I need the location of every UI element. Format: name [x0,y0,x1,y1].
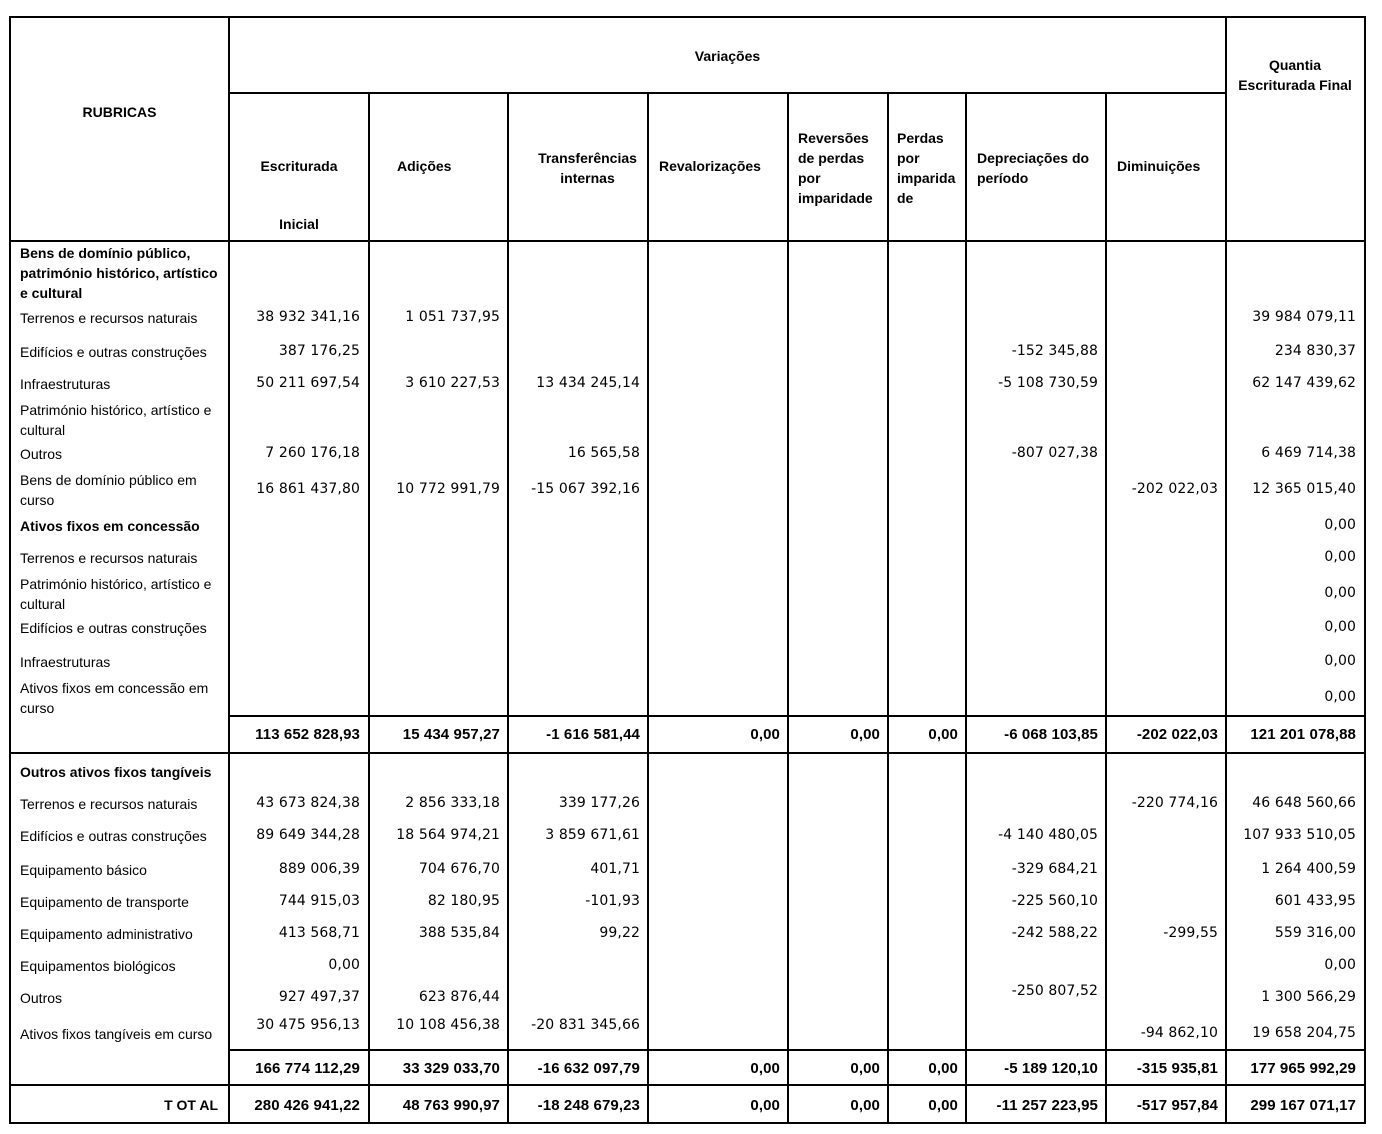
header-adicoes: Adições [397,158,452,174]
cell-adi: 623 876,44 [418,989,500,1005]
cell-adi: 82 180,95 [427,893,500,909]
row-label: Outros [20,446,63,462]
section2-title: Outros ativos fixos tangíveis [20,764,212,780]
cell-fin: 19 658 204,75 [1252,1025,1356,1041]
cell-adi: 10 108 456,38 [396,1017,500,1033]
total-fin: 299 167 071,17 [1250,1097,1356,1114]
cell-tra: -101,93 [585,893,640,909]
cell-dep: -807 027,38 [1011,445,1098,461]
cell-fin: 0,00 [1324,549,1356,565]
row-label: Ativos fixos em concessão em curso [20,680,209,716]
header-quantia-final: Quantia Escriturada Final [1238,57,1352,93]
cell-adi: 388 535,84 [418,925,500,941]
row-label: Ativos fixos tangíveis em curso [20,1026,213,1042]
border-bottom [9,1122,1366,1124]
total-dim: -517 957,84 [1136,1097,1218,1114]
cell-fin: 12 365 015,40 [1252,481,1356,497]
cell-tra: 401,71 [590,861,640,877]
cell-ini: 744 915,03 [278,893,360,909]
row-label: Edifícios e outras construções [20,620,207,636]
border-right [1364,16,1366,1124]
header-inicial: Inicial [279,216,319,232]
row-label: Bens de domínio público em curso [20,472,197,508]
subtotal1-ini: 113 652 828,93 [255,726,360,743]
row-label: Terrenos e recursos naturais [20,796,198,812]
col-divider-inicial [368,92,370,1124]
subtotal1-fin: 121 201 078,88 [1250,726,1356,743]
cell-dep: -5 108 730,59 [998,375,1098,391]
cell-adi: 2 856 333,18 [405,795,500,811]
row-label: Terrenos e recursos naturais [20,310,198,326]
row-label: Outros [20,990,63,1006]
cell-dep: -329 684,21 [1011,861,1098,877]
header-depreciacoes: Depreciações do período [977,150,1090,186]
cell-dim: -220 774,16 [1131,795,1218,811]
cell-fin: 0,00 [1324,585,1356,601]
row-label: Edifícios e outras construções [20,344,207,360]
col-divider-perdas [965,92,967,1124]
cell-fin: 62 147 439,62 [1252,375,1356,391]
row-label: Património histórico, artístico e cultural [20,576,212,612]
cell-fin: 107 933 510,05 [1243,827,1356,843]
cell-ini: 889 006,39 [278,861,360,877]
cell-tra: 339 177,26 [558,795,640,811]
cell-adi: 18 564 974,21 [396,827,500,843]
row-label: Infraestruturas [20,654,111,670]
cell-ini: 7 260 176,18 [265,445,360,461]
header-reversoes: Reversões de perdas por imparidade [798,130,873,206]
subtotal1-dim: -202 022,03 [1136,726,1218,743]
header-perdas: Perdas por imparida de [897,130,956,206]
subtotal2-dim: -315 935,81 [1136,1060,1218,1077]
cell-fin: 0,00 [1324,517,1356,533]
header-escriturada: Escriturada [260,158,338,174]
cell-dim: -299,55 [1163,925,1218,941]
row-label: Infraestruturas [20,376,111,392]
cell-fin: 6 469 714,38 [1261,445,1356,461]
col-divider-depreciacoes [1105,92,1107,1124]
cell-dep: -4 140 480,05 [998,827,1098,843]
subtotal1-top-line [228,715,1366,717]
cell-fin: 1 264 400,59 [1261,861,1356,877]
total-tra: -18 248 679,23 [537,1097,640,1114]
cell-adi: 704 676,70 [418,861,500,877]
concessao-title: Ativos fixos em concessão [20,518,200,534]
col-divider-revalorizacoes [787,92,789,1124]
total-per: 0,00 [928,1097,958,1114]
cell-tra: 3 859 671,61 [545,827,640,843]
cell-fin: 0,00 [1324,689,1356,705]
cell-tra: 13 434 245,14 [536,375,640,391]
cell-adi: 3 610 227,53 [405,375,500,391]
cell-fin: 46 648 560,66 [1252,795,1356,811]
subtotal1-rev: 0,00 [750,726,780,743]
cell-ini: 43 673 824,38 [256,795,360,811]
cell-fin: 39 984 079,11 [1252,309,1356,325]
total-top-line [9,1084,1366,1086]
subtotal1-adi: 15 434 957,27 [402,726,500,743]
row-label: Equipamentos biológicos [20,958,176,974]
cell-tra: 16 565,58 [567,445,640,461]
subtotal2-per: 0,00 [928,1060,958,1077]
row-label: Edifícios e outras construções [20,828,207,844]
cell-tra: 99,22 [599,925,640,941]
header-variacoes-divider [228,92,1225,94]
cell-dep: -225 560,10 [1011,893,1098,909]
cell-ini: 89 649 344,28 [256,827,360,843]
row-label: Equipamento de transporte [20,894,189,910]
subtotal2-top-line [228,1049,1366,1051]
header-diminuicoes: Diminuições [1117,158,1201,174]
cell-dep: -250 807,52 [1011,983,1098,999]
cell-ini: 413 568,71 [278,925,360,941]
row-label: Terrenos e recursos naturais [20,550,198,566]
total-ini: 280 426 941,22 [254,1097,360,1114]
col-divider-transferencias [647,92,649,1124]
cell-ini: 387 176,25 [278,343,360,359]
col-divider-adicoes [507,92,509,1124]
cell-dim: -94 862,10 [1140,1025,1218,1041]
header-variacoes: Variações [694,48,761,64]
subtotal2-fin: 177 965 992,29 [1250,1060,1356,1077]
cell-ini: 50 211 697,54 [256,375,360,391]
header-revalorizacoes: Revalorizações [659,158,761,174]
subtotal1-per: 0,00 [928,726,958,743]
cell-dep: -152 345,88 [1011,343,1098,359]
cell-fin: 0,00 [1324,957,1356,973]
subtotal2-tra: -16 632 097,79 [537,1060,640,1077]
cell-dep: -242 588,22 [1011,925,1098,941]
total-rvp: 0,00 [850,1097,880,1114]
header-bottom-line [9,240,1366,242]
cell-fin: 234 830,37 [1274,343,1356,359]
border-left [9,16,11,1124]
total-label: T OT AL [164,1097,218,1113]
row-label: Património histórico, artístico e cultural [20,402,212,438]
cell-ini: 38 932 341,16 [256,309,360,325]
cell-ini: 16 861 437,80 [256,481,360,497]
subtotal1-rvp: 0,00 [850,726,880,743]
border-top [9,16,1366,18]
header-transferencias: Transferências internas [538,150,637,186]
cell-dim: -202 022,03 [1131,481,1218,497]
cell-fin: 0,00 [1324,653,1356,669]
cell-adi: 10 772 991,79 [396,481,500,497]
cell-tra: -15 067 392,16 [531,481,640,497]
col-divider-reversoes [887,92,889,1124]
total-dep: -11 257 223,95 [996,1097,1098,1114]
cell-adi: 1 051 737,95 [405,309,500,325]
subtotal1-dep: -6 068 103,85 [1004,726,1098,743]
subtotal2-rvp: 0,00 [850,1060,880,1077]
cell-ini: 927 497,37 [278,989,360,1005]
header-rubricas: RUBRICAS [82,104,157,120]
subtotal2-ini: 166 774 112,29 [255,1060,360,1077]
cell-ini: 30 475 956,13 [256,1017,360,1033]
subtotal1-tra: -1 616 581,44 [546,726,640,743]
cell-tra: -20 831 345,66 [531,1017,640,1033]
total-rev: 0,00 [750,1097,780,1114]
cell-fin: 1 300 566,29 [1261,989,1356,1005]
cell-fin: 601 433,95 [1274,893,1356,909]
row-label: Equipamento básico [20,862,147,878]
subtotal1-bottom-line [9,752,1366,754]
subtotal2-dep: -5 189 120,10 [1004,1060,1098,1077]
cell-ini: 0,00 [328,957,360,973]
subtotal2-rev: 0,00 [750,1060,780,1077]
cell-fin: 559 316,00 [1274,925,1356,941]
cell-fin: 0,00 [1324,619,1356,635]
row-label: Equipamento administrativo [20,926,193,942]
section1-title: Bens de domínio público, património histórico, artístico e cultural [20,245,218,301]
subtotal2-adi: 33 329 033,70 [402,1060,500,1077]
total-adi: 48 763 990,97 [402,1097,500,1114]
